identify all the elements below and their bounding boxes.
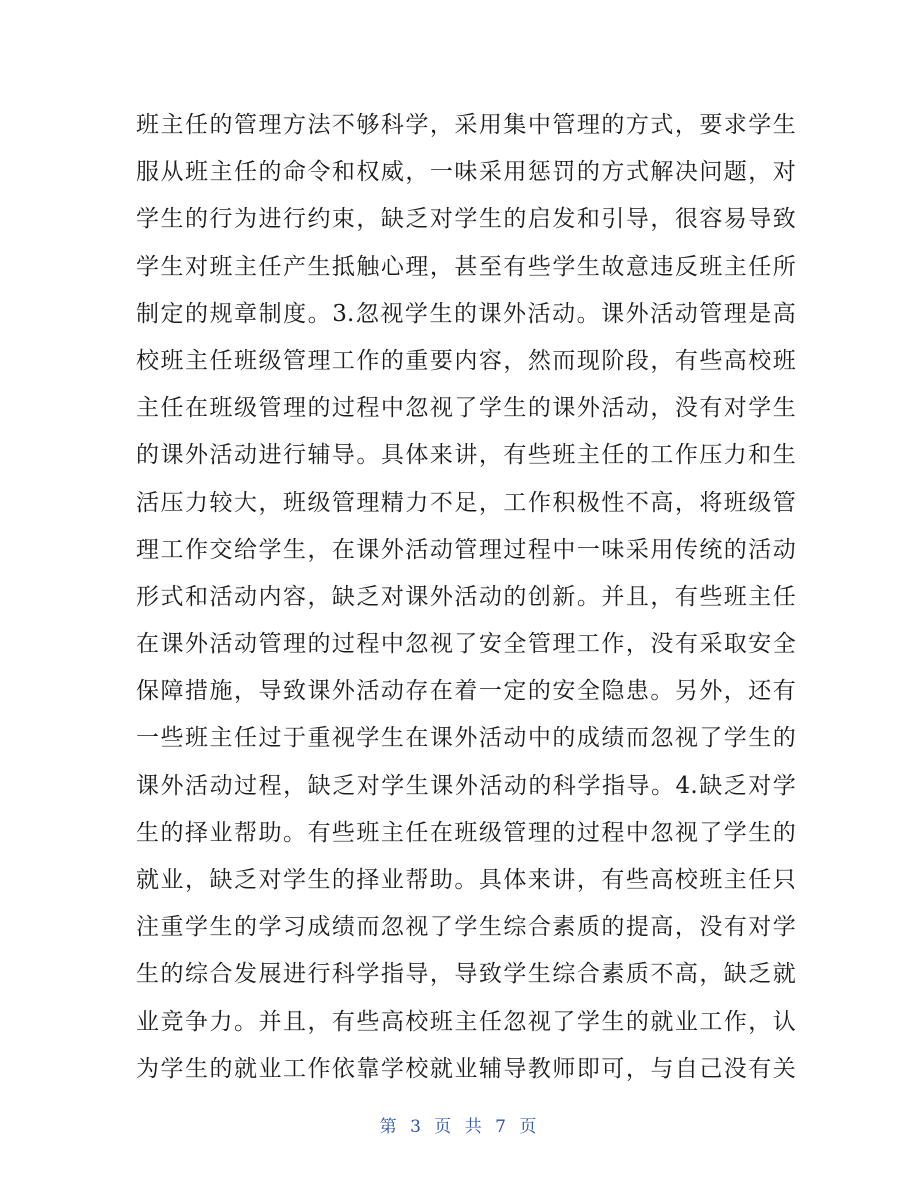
text-line: 的课外活动进行辅导。具体来讲，有些班主任的工作压力和生 [136, 442, 796, 469]
body-text [136, 102, 796, 1093]
text-line: 班主任的管理方法不够科学，采用集中管理的方式，要求学生 [136, 112, 796, 138]
text-line: 为学生的就业工作依靠学校就业辅导教师即可，与自己没有关 [136, 1055, 796, 1082]
text-line: 活压力较大，班级管理精力不足，工作积极性不高，将班级管 [136, 489, 796, 516]
page-number-footer: 第 3 页 共 7 页 [379, 1117, 541, 1137]
text-line: 学生的行为进行约束，缺乏对学生的启发和引导，很容易导致 [136, 206, 796, 233]
text-line: 校班主任班级管理工作的重要内容，然而现阶段，有些高校班 [136, 347, 796, 374]
text-line: 形式和活动内容，缺乏对课外活动的创新。并且，有些班主任 [136, 583, 796, 610]
text-line: 业竞争力。并且，有些高校班主任忽视了学生的就业工作，认 [136, 1008, 796, 1035]
text-line: 服从班主任的命令和权威，一味采用惩罚的方式解决问题，对 [136, 159, 796, 186]
text-line: 在课外活动管理的过程中忽视了安全管理工作，没有采取安全 [136, 631, 796, 658]
text-line: 制定的规章制度。3.忽视学生的课外活动。课外活动管理是高 [136, 300, 796, 327]
text-line: 学生对班主任产生抵触心理，甚至有些学生故意违反班主任所 [136, 253, 796, 280]
text-line: 课外活动过程，缺乏对学生课外活动的科学指导。4.缺乏对学 [136, 772, 796, 799]
text-line: 就业，缺乏对学生的择业帮助。具体来讲，有些高校班主任只 [136, 867, 796, 893]
text-line: 主任在班级管理的过程中忽视了学生的课外活动，没有对学生 [136, 395, 796, 422]
text-line: 保障措施，导致课外活动存在着一定的安全隐患。另外，还有 [136, 678, 796, 705]
text-line: 一些班主任过于重视学生在课外活动中的成绩而忽视了学生的 [136, 725, 796, 752]
text-line: 注重学生的学习成绩而忽视了学生综合素质的提高，没有对学 [136, 914, 796, 941]
text-line: 生的择业帮助。有些班主任在班级管理的过程中忽视了学生的 [136, 819, 796, 846]
text-line: 生的综合发展进行科学指导，导致学生综合素质不高，缺乏就 [136, 961, 796, 988]
text-line: 理工作交给学生，在课外活动管理过程中一味采用传统的活动 [136, 536, 796, 563]
